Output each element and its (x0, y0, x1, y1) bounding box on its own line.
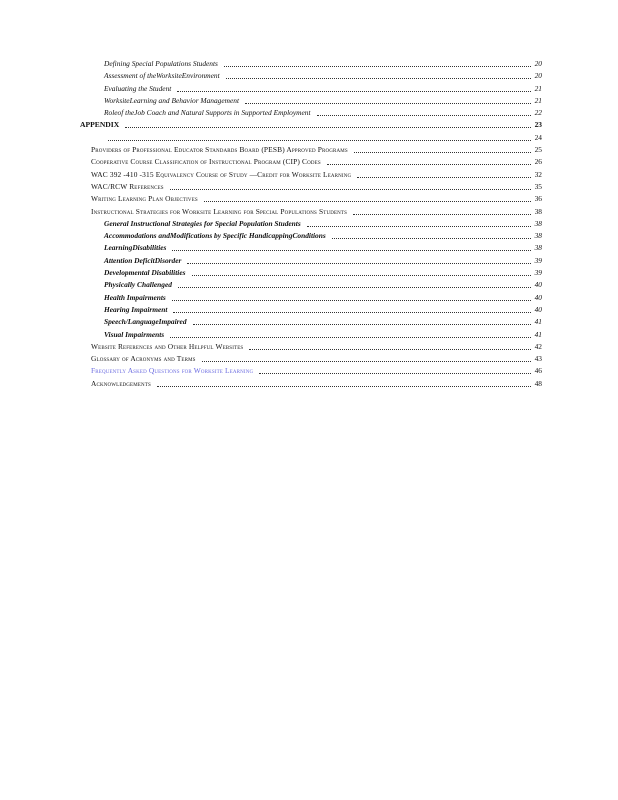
toc-entry-title: WAC/RCW References (91, 181, 164, 191)
toc-page-number: 40 (534, 292, 542, 302)
dot-leader (245, 103, 531, 104)
toc-page-number: 41 (534, 329, 542, 339)
dot-leader (170, 189, 531, 190)
toc-page-number: 20 (534, 71, 542, 81)
toc-entry[interactable] (0, 316, 618, 328)
toc-page-number: 35 (534, 181, 542, 191)
dot-leader (192, 275, 531, 276)
dot-leader (173, 312, 531, 313)
toc-entry-title: APPENDIX (80, 120, 120, 130)
toc-entry[interactable] (0, 242, 618, 254)
toc-page-number: 40 (534, 304, 542, 314)
toc-entry-title: Speech/LanguageImpaired (104, 317, 187, 327)
dot-leader (172, 250, 531, 251)
toc-entry[interactable] (0, 144, 618, 156)
dot-leader (108, 140, 531, 141)
dot-leader (317, 115, 531, 116)
toc-entry-title: Hearing Impairment (104, 304, 168, 314)
toc-entry[interactable] (0, 292, 618, 304)
toc-entry[interactable] (0, 378, 618, 390)
toc-entry[interactable] (0, 169, 618, 181)
toc-entry-title: Evaluating the Student (104, 83, 172, 93)
toc-page-number: 46 (534, 366, 542, 376)
toc-entry[interactable] (0, 218, 618, 230)
toc-entry-title: Glossary of Acronyms and Terms (91, 354, 196, 364)
toc-page-number: 25 (534, 145, 542, 155)
toc-entry-title: Attention DeficitDisorder (104, 255, 182, 265)
toc-entry[interactable] (0, 119, 618, 131)
toc-entry[interactable] (0, 304, 618, 316)
toc-entry-title: Developmental Disabilities (104, 268, 186, 278)
toc-page-number: 26 (534, 157, 542, 167)
dot-leader (354, 152, 531, 153)
toc-entry[interactable] (0, 107, 618, 119)
dot-leader (357, 177, 531, 178)
toc-page-number: 21 (534, 95, 542, 105)
dot-leader (193, 324, 531, 325)
dot-leader (249, 349, 531, 350)
toc-entry-title: Accommodations andModifications by Specific HandicappingConditions (104, 231, 326, 241)
toc-page-number: 32 (534, 169, 542, 179)
dot-leader (170, 337, 531, 338)
toc-page-number: 41 (534, 317, 542, 327)
toc-entry[interactable] (0, 181, 618, 193)
toc-page-number: 38 (534, 206, 542, 216)
toc-entry[interactable] (0, 365, 618, 377)
toc-entry-title: Website References and Other Helpful Websites (91, 341, 244, 351)
toc-entry[interactable] (0, 58, 618, 70)
dot-leader (307, 226, 531, 227)
toc-entry[interactable] (0, 230, 618, 242)
toc-page-number: 39 (534, 255, 542, 265)
dot-leader (157, 386, 531, 387)
dot-leader (187, 263, 531, 264)
toc-page-number: 40 (534, 280, 542, 290)
toc-entry[interactable] (0, 132, 618, 144)
toc-entry[interactable] (0, 193, 618, 205)
dot-leader (353, 214, 531, 215)
toc-page-number: 38 (534, 231, 542, 241)
toc-entry[interactable] (0, 206, 618, 218)
dot-leader (125, 127, 531, 128)
toc-entry-title: WorksiteLearning and Behavior Management (104, 95, 239, 105)
toc-entry-title: Assessment of theWorksiteEnvironment (104, 71, 220, 81)
dot-leader (332, 238, 531, 239)
toc-entry[interactable] (0, 341, 618, 353)
toc-entry-title: Frequently Asked Questions for Worksite Learning (91, 366, 254, 376)
toc-entry[interactable] (0, 329, 618, 341)
toc-page-number: 22 (534, 108, 542, 118)
toc-entry-title: Cooperative Course Classification of Instructional Program (CIP) Codes (91, 157, 321, 167)
toc-entry-title: Visual Impairments (104, 329, 165, 339)
toc-page-number: 36 (534, 194, 542, 204)
toc-page-number: 48 (534, 378, 542, 388)
toc-entry-title: Acknowledgements (91, 378, 151, 388)
toc-entry[interactable] (0, 83, 618, 95)
toc-entry[interactable] (0, 95, 618, 107)
toc-entry-title: Roleof theJob Coach and Natural Supports in Supported Employment (104, 108, 311, 118)
toc-entry[interactable] (0, 255, 618, 267)
toc-entry-title: WAC 392 -410 -315 Equivalency Course of Study —Credit for Worksite Learning (91, 169, 352, 179)
dot-leader (327, 164, 531, 165)
dot-leader (202, 361, 531, 362)
toc-entry-title: Writing Learning Plan Objectives (91, 194, 198, 204)
dot-leader (204, 201, 531, 202)
toc-entry[interactable] (0, 267, 618, 279)
dot-leader (172, 300, 531, 301)
dot-leader (259, 373, 531, 374)
toc-page-number: 24 (534, 132, 542, 142)
dot-leader (226, 78, 531, 79)
dot-leader (177, 91, 531, 92)
toc-page-number: 20 (534, 59, 542, 68)
toc-page-number: 21 (534, 83, 542, 93)
toc-entry-title: Health Impairments (104, 292, 166, 302)
toc-page-number: 43 (534, 354, 542, 364)
dot-leader (178, 287, 531, 288)
toc-entry[interactable] (0, 70, 618, 82)
toc-entry[interactable] (0, 156, 618, 168)
toc-entry-title: LearningDisabilities (104, 243, 167, 253)
toc-page-number: 42 (534, 341, 542, 351)
toc-entry-title: Physically Challenged (104, 280, 172, 290)
toc-entry-title: General Instructional Strategies for Special Population Students (104, 218, 301, 228)
toc-page-number: 39 (534, 268, 542, 278)
toc-entry-title: Defining Special Populations Students (104, 59, 218, 68)
toc-page-number: 23 (534, 120, 542, 130)
table-of-contents (0, 58, 618, 390)
toc-entry[interactable] (0, 353, 618, 365)
toc-page-number: 38 (534, 243, 542, 253)
dot-leader (224, 66, 531, 67)
toc-page-number: 38 (534, 218, 542, 228)
toc-entry-title: Instructional Strategies for Worksite Learning for Special Populations Students (91, 206, 348, 216)
toc-entry[interactable] (0, 279, 618, 291)
toc-entry-title: Providers of Professional Educator Standards Board (PESB) Approved Programs (91, 145, 348, 155)
